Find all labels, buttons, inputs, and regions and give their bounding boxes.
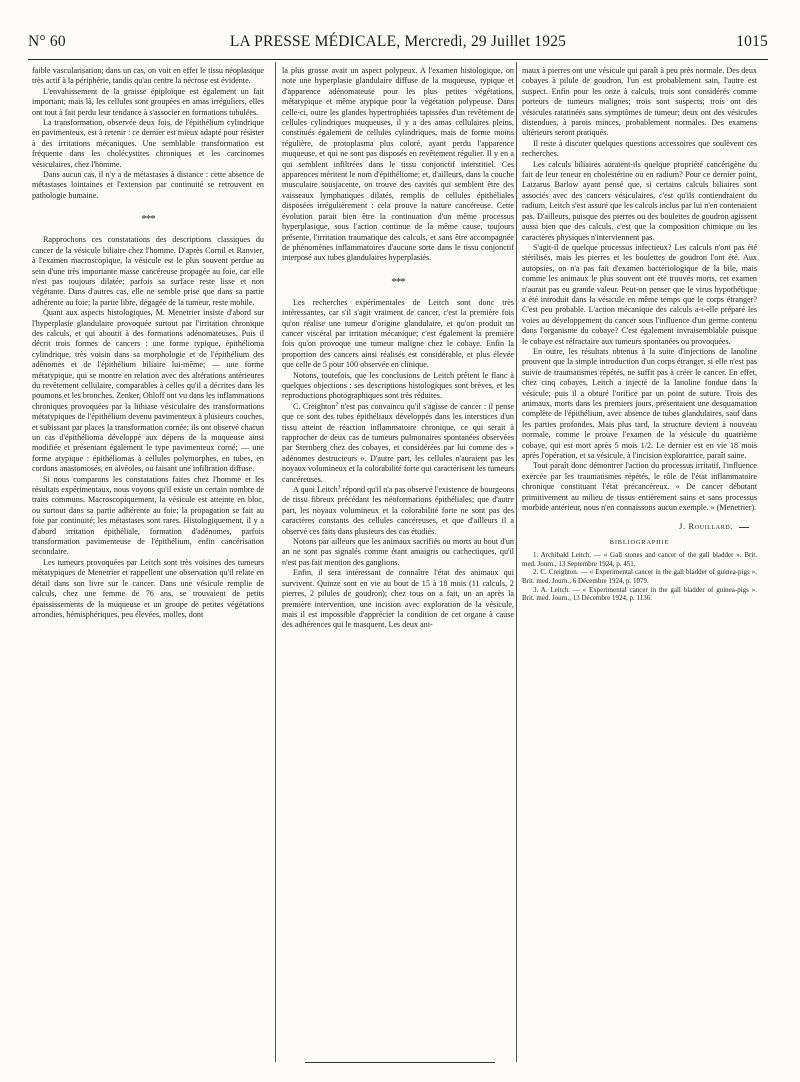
signature-dash <box>739 527 749 528</box>
signature-text: J. Rouillard. <box>679 521 733 532</box>
paragraph: Dans aucun cas, il n'y a de métastases à distance : cette absence de métastases lointaines et l'extension par continuité se retrouvent en pathologie humaine. <box>32 170 264 200</box>
column-3 <box>522 66 757 1066</box>
paragraph: Si nous comparons les constatations faites chez l'homme et les résultats expérimentaux, nous voyons qu'il existe un certain nombre de traits communs. Macroscopiquement, la vésicule est atteinte en bloc, ou surtout dans sa partie adhérente au foie; la propagation se fait au foie par continuité; les métastases sont rares. Histologiquement, il y a d'abord irritation épithéliale, formation d'adénomes, parfois transformation pavimenteuse de l'épithélium, enfin cancérisation secondaire. <box>32 474 264 557</box>
page-header <box>28 33 768 53</box>
paragraph: Notons, toutefois, que les conclusions de Leitch prêtent le flanc à quelques objections : ses descriptions histologiques sont brèves, et les reproductions photographiques sont très réduites. <box>282 370 514 401</box>
paragraph: Les calculs biliaires auraient-ils quelque propriété cancérigène du fait de leur teneur en cholestérine ou en radium? Pour ce dernier point, Latzarus Barlow ayant pensé que, si certains calculs biliaires sont associés avec des cancers vésiculaires, c'est qu'ils contiendraient du radium, Leitch s'est assuré que les calculs inclus par lui n'en contenaient pas. D'ailleurs, puisque des pierres ou des boulettes de goudron agissent aussi bien que des calculs, c'est que la composition chimique ou les caractères physiques n'interviennent pas. <box>522 159 757 242</box>
paragraph-text: répond qu'il n'a pas observé l'existence de bourgeons de tissu fibreux précédant les néoformations épithéliales; que d'autre part, les noyaux volumineux et la colorabilité forte ne sont pas des caractères constants des cellules cancéreuses, et que d'ailleurs il a observé ces faits dans plusieurs des cas étudiés. <box>282 485 514 536</box>
paragraph: Les tumeurs provoquées par Leitch sont très voisines des tumeurs métatypiques de Menetrier et rappellent une observation qu'il relate en détail dans son livre sur le cancer. Dans une vésicule remplie de calculs, chez une femme de 76 ans, se trouvaient de petits épaississements de la muqueuse et un groupe de petites végétations arrondies, hémisphériques, peu élevées, molles, dont <box>32 557 264 619</box>
journal-title: LA PRESSE MÉDICALE, Mercredi, 29 Juillet 1925 <box>229 33 567 50</box>
bibliography-entry: 2. C. Creighton. — « Experimental cancer in the gall bladder of guinea-pigs ». Brit. med. Journ., 6 Décembre 1924, p. 1079. <box>522 568 757 586</box>
paragraph: Rapprochons ces constatations des descriptions classiques du cancer de la vésicule biliaire chez l'homme. D'après Cornil et Ranvier, à l'examen macroscopique, la vésicule est le plus souvent perdue au sein d'une très importante masse cancéreuse propagée au foie, car elle n'est pas toujours dilatée; parfois sa surface reste lisse et non végétante. Dans d'autres cas, elle ne semble prise que dans sa partie adhérente au foie; la partie libre, dégagée de la tumeur, reste mobile. <box>32 235 264 307</box>
paragraph: Tout paraît donc démontrer l'action du processus irritatif, l'influence exercée par les traumatismes répétés, le rôle de l'état inflammatoire chronique constituant l'état précancéreux. « De cancer débutant primitivement au milieu de tissus entièrement sains et sans processus morbide antérieur, nous n'en connaissons aucun exemple. » (Menetrier). <box>522 461 757 513</box>
bibliography-entry: 3. A. Leitch. — « Experimental cancer in the gall bladder of guinea-pigs ». Brit. med. Journ., 13 Décembre 1924, p. 1136. <box>522 585 757 603</box>
author-name: C. Creighton <box>293 401 336 411</box>
paragraph: Notons par ailleurs que les animaux sacrifiés ou morts au bout d'un an ne sont pas signalés comme étant amaigris ou cachectiques, qu'il n'est pas fait mention des ganglions. <box>282 537 514 567</box>
header-rule <box>28 59 768 60</box>
bibliography-entry: 1. Archibald Leitch. — « Gall stones and cancer of the gall bladder ». Brit. med. Journ., 13 Septembre 1924, p. 451. <box>522 551 757 568</box>
issue-number: N° 60 <box>28 33 66 50</box>
section-separator: *** <box>141 213 155 226</box>
paragraph <box>282 485 514 537</box>
paragraph: maux à pierres ont une vésicule qui paraît à peu près normale. Des deux cobayes à pilule de goudron, l'un est probablement sain, l'autre est suspect. Enfin pour les onze à calculs, trois sont considérés comme porteurs de tumeurs malignes; trois sont suspects; trois ont des vésicules ratatinées sans symptômes de tumeur; deux ont des vésicules distendues, à parois minces, probablement normales. Des examens ultérieurs seront pratiqués. <box>522 66 757 138</box>
paragraph-lead: A quoi Leitch <box>293 485 338 495</box>
paragraph <box>282 402 514 485</box>
page-number: 1015 <box>736 33 768 50</box>
column-2 <box>282 66 514 1066</box>
column-divider-2 <box>516 62 517 1062</box>
section-separator: *** <box>391 275 405 288</box>
paragraph: La transformation, observée deux fois, de l'épithélium cylindrique en pavimenteux, est à retenir : ce dernier est mieux adapté pour résister à des irritations mécaniques. Une semblable transformation est fréquente dans les cholécystites chroniques et les carcinomes vésiculaires, chez l'homme. <box>32 118 264 169</box>
bibliography-heading: BIBLIOGRAPHIE <box>609 538 670 546</box>
paragraph-text: n'est pas convaincu qu'il s'agisse de cancer : il pense que ce sont des tubes épithéliaux développés dans les interstices d'un tissu atteint de réaction inflammatoire chronique, ce qui serait à rapprocher de deux cas de tumeurs pulmonaires spontanées observées par Sternberg chez des cobayes, et considérées par lui comme des « adénomes destructeurs ». D'autre part, les cellules n'auraient pas les noyaux volumineux et la colorabilité forte qui caractérisent les tumeurs cancéreuses. <box>282 401 514 484</box>
paragraph: faible vascularisation; dans un cas, on voit en effet le tissu néoplasique très actif à la périphérie, tandis qu'au centre la nécrose est évidente. <box>32 66 264 86</box>
paragraph: Les recherches expérimentales de Leitch sont donc très intéressantes, car s'il s'agit vraiment de cancer, c'est la première fois qu'on réalise une tumeur d'origine glandulaire, et qu'on produit un cancer viscéral par irritation mécanique; c'est également la première fois qu'on provoque une tumeur maligne chez le cobaye. Enfin la proportion des cancers ainsi réalisés est considérable, et plus élevée que celle de 5 pour 100 observée en clinique. <box>282 297 514 370</box>
footnote-ref: 3 <box>337 484 341 491</box>
paragraph: la plus grosse avait un aspect polypeux. A l'examen histologique, on note une hyperplasie glandulaire diffuse de la muqueuse, typique et d'apparence adénomateuse pour les plus petites végétations, métatypique et même atypique pour la végétation polypeuse. Dans celle-ci, outre les glandes hypertrophiées tapissées d'un revêtement de cellules cylindriques muqueuses, il y a des amas cellulaires pleins, constitués également de cellules cylindriques, mais de forme moins régulière, de protoplasma plus coloré, ayant perdu l'apparence muqueuse, et qui ne sont pas disposés en revêtement régulier. Il y en a qui semblent infiltrées dans le tissu conjonctif interstitiel. Ces apparences méritent le nom d'épithéliome; et, d'ailleurs, dans la couche musculaire sousjacente, on trouve des cavités qui semblent être des vaisseaux lymphatiques dilatés, remplis de cellules épithéliales disposées irrégulièrement : cela prouve la nature cancéreuse. Cette évolution parait bien être la continuation d'un même processus hyperplasique, sous l'action continue de la même cause, toujours présente, l'irritation traumatique des calculs, et sans être accompagnée de phénomènes inflammatoires d'aucune sorte dans le tissu conjonctif interposé aux tubes glandulaires hyperplasiés. <box>282 66 514 263</box>
paragraph: Il reste à discuter quelques questions accessoires que soulèvent ces recherches. <box>522 138 757 159</box>
footnote-ref: 2 <box>335 401 339 408</box>
paragraph: En outre, les résultats obtenus à la suite d'injections de lanoline prouvent que la simple introduction d'un corps étranger, si elle n'est pas suivie de traumatismes répétés, ne suffit pas à créer le cancer. En effet, chez cinq cobayes, Leitch a injecté de la lanoline fondue dans la vésicule; puis il a obturé l'orifice par un point de suture. Trois des animaux, morts dans les premiers jours, présentaient une desquamation complète de l'épithélium, avec absence de tubes glandulaires, sauf dans les parties profondes. Mais plus tard, la structure devient à nouveau normale, comme le prouve l'examen de la vésicule du quatrième cobaye, qui est mort après 5 mois 1/2. Le dernier est en vie 18 mois après l'opération, et sa vésicule, à l'incision exploratrice, paraît saine. <box>522 346 757 461</box>
column-1 <box>32 66 264 1066</box>
author-signature <box>522 521 749 531</box>
column-divider-1 <box>275 62 276 1062</box>
paragraph: S'agit-il de quelque processus infectieux? Les calculs n'ont pas été stérilisés, mais les pierres et les boulettes de goudron l'ont été. Aux autopsies, on n'a pas fait d'examen bactériologique de la bile, mais comme les animaux le plus souvent ont été trouvés morts, cet examen n'aurait pas eu grande valeur. Peut-on penser que le virus hypothétique a été introduit dans la vésicule en même temps que le corps étranger? C'est peu probable. L'action mécanique des calculs a-t-elle préparé les voies au développement du cancer sous l'influence d'un germe contenu dans l'organisme du cobaye? C'est également invraisemblable puisque le cobaye est réfractaire aux tumeurs spontanées ou provoquées. <box>522 242 757 346</box>
paragraph: Quant aux aspects histologiques, M. Menetrier insiste d'abord sur l'hyperplasie glandulaire provoquée surtout par l'irritation chronique des calculs, et qui aboutit à des formations adénomateuses. Puis il décrit trois formes de cancers : une forme typique, épithélioma cylindrique, très voisin dans sa morphologie et de l'épithélium des adénomes et de l'épithélium biliaire lui-même; — une forme métatypique, qui se montre en relation avec des altérations antérieures du revêtement cellulaire, comparables à celles qu'il a décrites dans les poumons et les bronches. Zenker, Ohloff ont vu dans les inflammations chroniques provoquées par la lithiase vésiculaire des transformations métatypiques de l'épithélium devenu pavimenteux à plusieurs couches, et subissant par places la transformation cornée; ils ont observé chacun un cas d'épithélioma développé aux dépens de la muqueuse ainsi modifiée et présentant également le type pavimenteux corné; — une forme atypique : épithéliomas à cellules polymorphes, en tubes, en cordons anastomosés, en alvéoles, ou faisant une infiltration diffuse. <box>32 308 264 474</box>
paragraph: Enfin, il sera intéressant de connaître l'état des animaux qui survivent. Quinze sont en vie au bout de 15 à 18 mois (11 calculs, 2 pierres, 2 pilules de goudron); chez tous on a fait, un an après la première intervention, une incision avec exploration de la vésicule, mais il est impossible d'apprécier la condition de cet organe à cause des adhérences qui le masquent. Les deux ani- <box>282 568 514 630</box>
paragraph: L'envahissement de la graisse épiploïque est également un fait important; mais là, les cellules sont groupées en amas irréguliers, elles ont tout à fait perdu leur tendance à s'associer en formations tubulées. <box>32 86 264 117</box>
